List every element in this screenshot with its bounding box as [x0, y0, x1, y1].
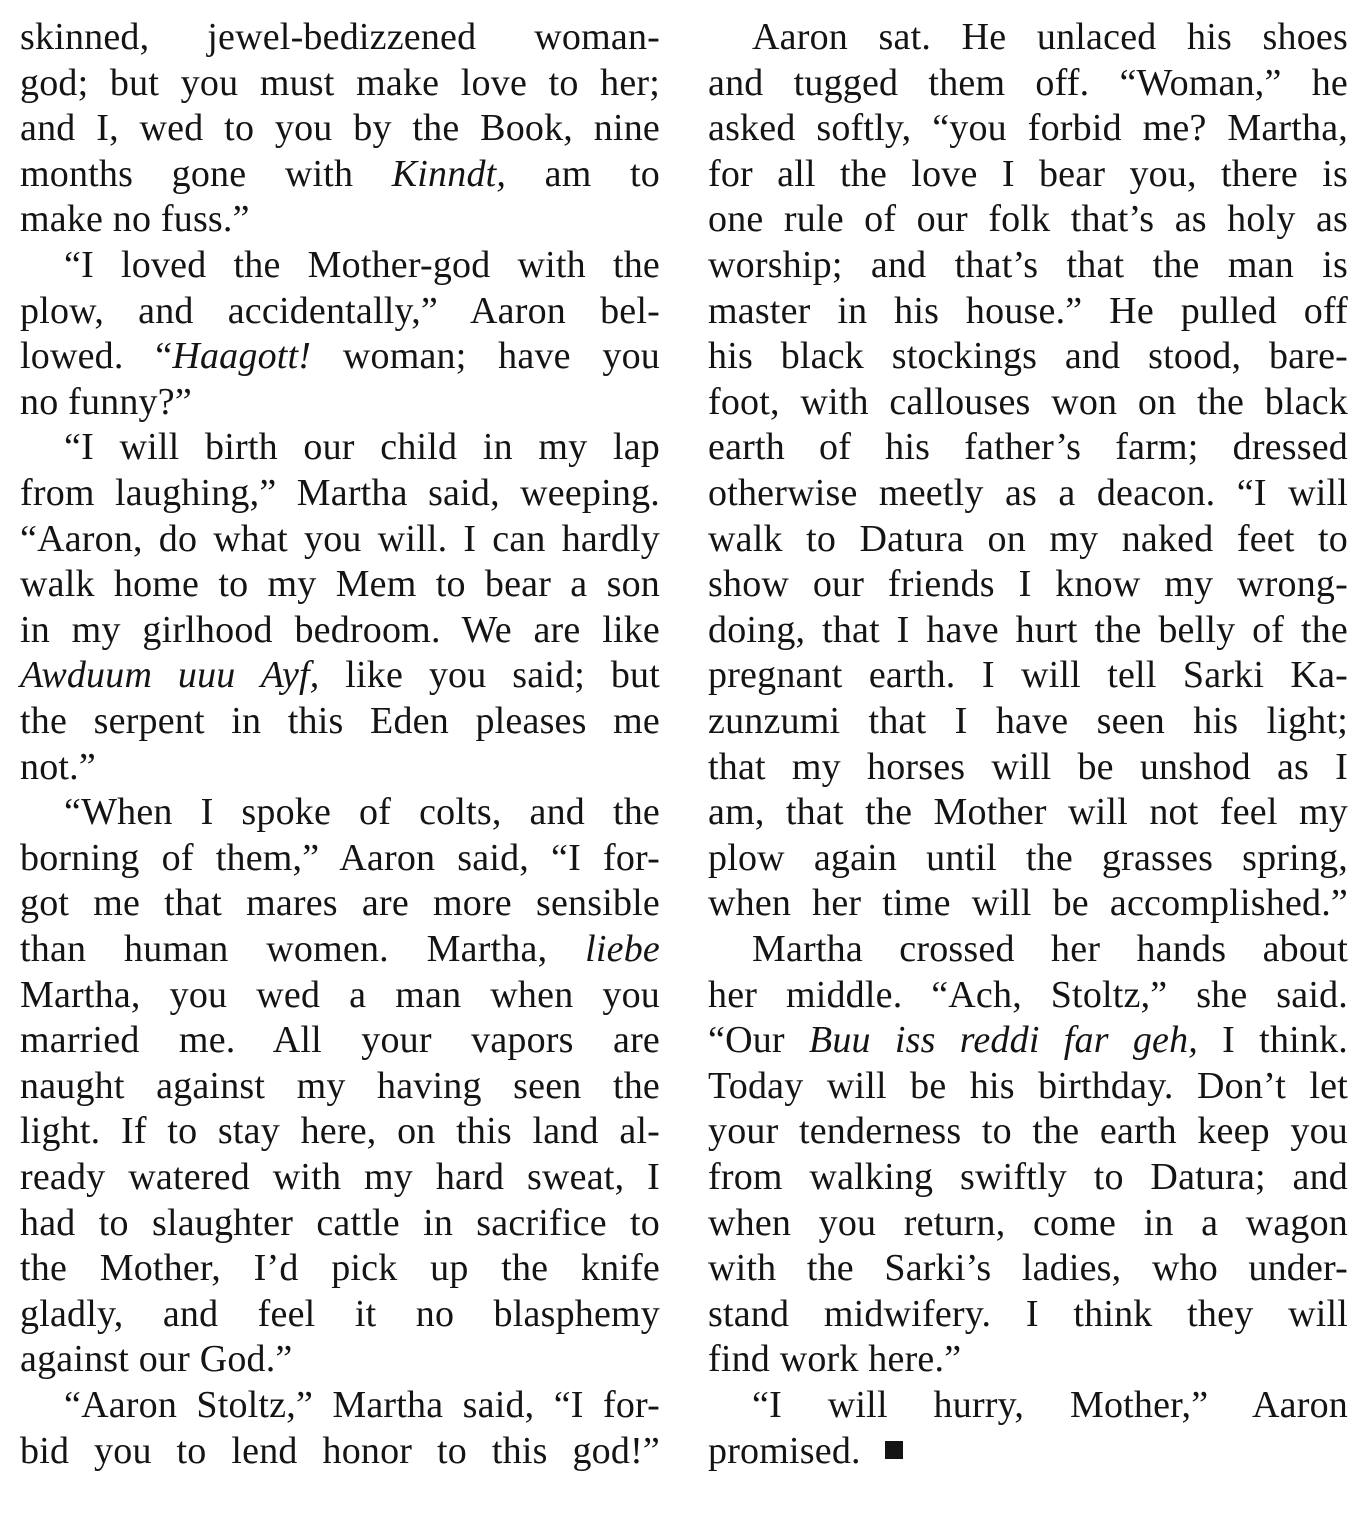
text-line [752, 926, 1348, 972]
italic-text: Buu iss reddi far geh, [808, 1019, 1199, 1062]
text-line [708, 1017, 1348, 1063]
text-run: “When I spoke of colts, and the [64, 791, 660, 834]
text-run: doing, that I have hurt the belly of the [708, 608, 1348, 651]
text-line [708, 105, 1348, 151]
text-line [708, 1336, 961, 1382]
text-line [708, 1154, 1348, 1200]
text-run: “I will birth our child in my lap [64, 426, 660, 469]
text-line [20, 516, 660, 562]
end-of-story-mark [885, 1441, 903, 1459]
text-run: “Aaron, do what you will. I can hardly [20, 517, 660, 560]
italic-text: Haagott! [172, 335, 312, 378]
text-line [20, 196, 250, 242]
text-line [20, 607, 660, 653]
text-run: am, that the Mother will not feel my [708, 791, 1348, 834]
text-run: “I loved the Mother-god with the [64, 244, 660, 286]
text-run: had to slaughter cattle in sacrifice to [20, 1201, 660, 1244]
text-run: the Mother, I’d pick up the knife [20, 1247, 660, 1290]
text-run: ready watered with my hard sweat, I [20, 1156, 660, 1198]
text-run: her middle. “Ach, Stoltz,” she said. [708, 973, 1348, 1016]
text-run: god; but you must make love to her; [20, 61, 660, 104]
text-run: the serpent in this Eden pleases me [20, 700, 660, 742]
text-run: with the Sarki’s ladies, who under- [708, 1247, 1348, 1290]
text-run: months gone with [20, 152, 392, 195]
text-run: Martha crossed her hands about [752, 928, 1348, 970]
text-line [64, 242, 660, 288]
text-line [752, 14, 1348, 60]
text-line [20, 60, 660, 106]
text-run: show our friends I know my wrong- [708, 563, 1348, 606]
text-line [708, 424, 1348, 470]
text-line [20, 1063, 660, 1109]
text-line [20, 379, 192, 425]
text-line [20, 470, 660, 516]
text-run: against our God.” [20, 1338, 293, 1381]
text-line [708, 744, 1348, 790]
text-line [708, 789, 1348, 835]
text-run: like you said; but [319, 654, 660, 697]
text-line [20, 1336, 293, 1382]
text-line [708, 1245, 1348, 1291]
text-line [20, 151, 660, 197]
text-run: not.” [20, 745, 96, 788]
text-run: borning of them,” Aaron said, “I for- [20, 836, 660, 879]
text-run: no funny?” [20, 380, 192, 423]
text-run: I think. [1198, 1019, 1348, 1062]
text-run: Today will be his birthday. Don’t let [708, 1064, 1348, 1107]
text-line [20, 744, 96, 790]
text-line [20, 698, 660, 744]
text-run: “Aaron Stoltz,” Martha said, “I for- [64, 1384, 660, 1426]
text-line [708, 607, 1348, 653]
text-line [708, 1291, 1348, 1337]
text-run: his black stockings and stood, bare- [708, 335, 1348, 378]
text-run: from laughing,” Martha said, weeping. [20, 472, 660, 514]
text-run: naught against my having seen the [20, 1064, 660, 1107]
text-line [708, 652, 1348, 698]
text-run: your tenderness to the earth keep you [708, 1110, 1348, 1153]
text-line [20, 1108, 660, 1154]
text-run: earth of his father’s farm; dressed [708, 426, 1348, 469]
text-run: worship; and that’s that the man is [708, 244, 1348, 286]
text-line [708, 880, 1348, 926]
text-run: make no fuss.” [20, 198, 250, 241]
text-run: “I will hurry, Mother,” Aaron [752, 1384, 1348, 1426]
text-run: Aaron sat. He unlaced his shoes [752, 16, 1348, 58]
text-run: plow again until the grasses spring, [708, 836, 1348, 879]
text-line [64, 789, 660, 835]
text-line [20, 1017, 660, 1063]
text-run: in my girlhood bedroom. We are like [20, 608, 660, 651]
text-line [708, 972, 1348, 1018]
text-line [708, 835, 1348, 881]
text-run: plow, and accidentally,” Aaron bel- [20, 289, 660, 332]
text-run: skinned, jewel-bedizzened woman- [20, 16, 660, 58]
text-run: walk to Datura on my naked feet to [708, 517, 1348, 560]
text-line [708, 561, 1348, 607]
text-run: for all the love I bear you, there is [708, 152, 1348, 195]
text-line [20, 972, 660, 1018]
text-line [20, 880, 660, 926]
text-run: find work here.” [708, 1338, 962, 1381]
text-line [708, 196, 1348, 242]
text-line [20, 561, 660, 607]
text-line [20, 1291, 660, 1337]
text-run: lowed. “ [20, 335, 173, 378]
text-run: when her time will be accomplished.” [708, 882, 1348, 925]
text-line [20, 926, 660, 972]
text-run: light. If to stay here, on this land al- [20, 1110, 660, 1153]
text-line [708, 379, 1348, 425]
text-run: Martha, you wed a man when you [20, 973, 660, 1016]
text-run: pregnant earth. I will tell Sarki Ka- [708, 654, 1348, 697]
text-run: and I, wed to you by the Book, nine [20, 107, 660, 150]
text-line [64, 424, 660, 470]
text-run: woman; have you [311, 335, 661, 378]
italic-text: Kinndt, [391, 152, 507, 195]
text-run: walk home to my Mem to bear a son [20, 563, 660, 606]
italic-text: liebe [585, 928, 660, 970]
text-line [20, 105, 660, 151]
text-run: gladly, and feel it no blasphemy [20, 1292, 660, 1335]
text-line [20, 1245, 660, 1291]
text-line [708, 1063, 1348, 1109]
text-run: got me that mares are more sensible [20, 882, 660, 925]
text-line [708, 288, 1348, 334]
text-run: asked softly, “you forbid me? Martha, [708, 107, 1348, 150]
text-line [20, 1200, 660, 1246]
text-line [708, 516, 1348, 562]
text-line [64, 1382, 660, 1428]
text-line [708, 242, 1348, 288]
text-line [708, 151, 1348, 197]
text-line [20, 14, 660, 60]
text-run: “Our [708, 1019, 809, 1062]
text-run: from walking swiftly to Datura; and [708, 1156, 1348, 1198]
text-line [20, 333, 660, 379]
text-run: that my horses will be unshod as I [708, 745, 1348, 788]
text-run: married me. All your vapors are [20, 1019, 660, 1062]
text-line [708, 698, 1348, 744]
text-run: one rule of our folk that’s as holy as [708, 198, 1348, 241]
text-line [752, 1382, 1348, 1428]
text-run: am to [506, 152, 660, 195]
text-line [20, 288, 660, 334]
text-run: bid you to lend honor to this god!” [20, 1429, 660, 1472]
text-run: and tugged them off. “Woman,” he [708, 61, 1348, 104]
text-line [708, 1200, 1348, 1246]
text-run: zunzumi that I have seen his light; [708, 700, 1348, 742]
italic-text: Awduum uuu Ayf, [20, 654, 320, 697]
text-line [20, 652, 660, 698]
text-run: promised. [708, 1429, 861, 1472]
text-run: master in his house.” He pulled off [708, 289, 1348, 332]
text-line [708, 1108, 1348, 1154]
text-line [20, 1428, 660, 1474]
text-line [708, 333, 1348, 379]
text-line [708, 470, 1348, 516]
text-run: foot, with callouses won on the black [708, 380, 1348, 423]
text-run: stand midwifery. I think they will [708, 1292, 1348, 1335]
text-run: otherwise meetly as a deacon. “I will [708, 472, 1348, 514]
text-line [708, 60, 1348, 106]
text-line [20, 835, 660, 881]
text-run: than human women. Martha, [20, 928, 586, 970]
text-run: when you return, come in a wagon [708, 1201, 1348, 1244]
text-line [708, 1428, 903, 1474]
text-line [20, 1154, 660, 1200]
